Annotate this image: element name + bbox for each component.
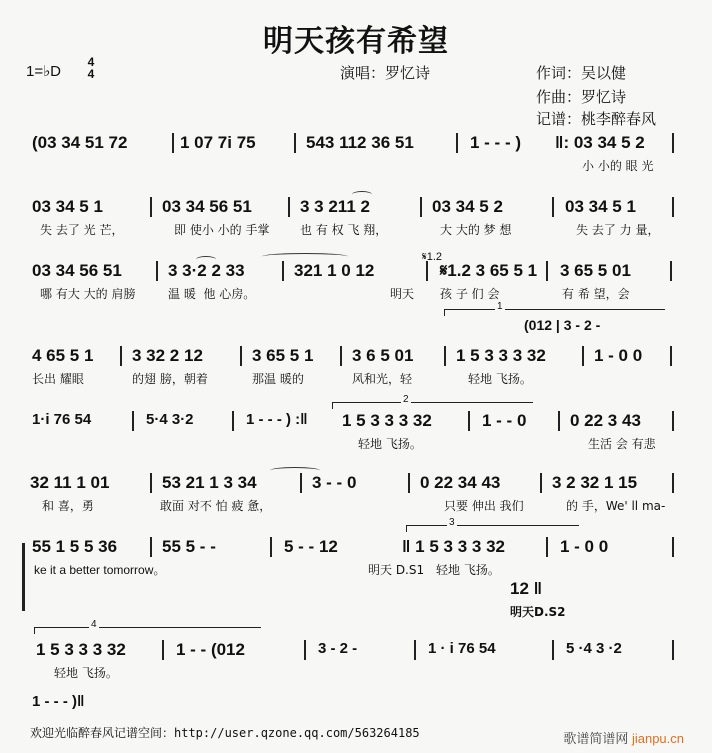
footer-link-text: 欢迎光临醉春风记谱空间：http://user.qzone.qq.com/563264185 xyxy=(30,726,420,740)
measure: 5 - - 12 xyxy=(284,537,338,556)
key-signature: 1=♭D xyxy=(26,63,62,80)
measure: ‖ 1 5 3 3 3 32 xyxy=(402,537,505,556)
barline xyxy=(304,640,306,660)
segno-sign: 𝄋1.2 xyxy=(422,251,443,263)
measure: 5 ·4 3 ·2 xyxy=(566,640,622,657)
measure: 1 - - (012 xyxy=(176,640,245,659)
volta-continuation: (012 | 3 - 2 - xyxy=(524,317,601,333)
lyric: 小 小的 眼 光 xyxy=(582,159,654,173)
barline xyxy=(150,197,152,217)
time-sig-top: 4 xyxy=(87,55,95,69)
transcriber-credit: 记谱：桃李醉春风 xyxy=(536,110,657,128)
time-sig-bottom: 4 xyxy=(87,67,95,81)
alt-ending-lyric: 明天D.S2 xyxy=(510,605,566,619)
barline xyxy=(340,346,342,366)
time-signature xyxy=(86,56,96,80)
lyric: 只要 伸出 我们 xyxy=(444,499,524,513)
lyric: 风和光，轻 xyxy=(352,372,413,386)
lyric: 那温 暖的 xyxy=(252,372,304,386)
alt-ending-notes: 12 ‖ xyxy=(510,579,543,598)
measure: 03 34 5 2 xyxy=(432,197,503,216)
lyric: 长出 耀眼 xyxy=(32,372,84,386)
barline xyxy=(300,473,302,493)
tie xyxy=(262,253,348,260)
barline xyxy=(150,537,152,557)
barline xyxy=(546,261,548,281)
measure: 5·4 3·2 xyxy=(146,411,194,428)
volta-label: 4 xyxy=(91,619,97,630)
barline xyxy=(426,261,428,281)
barline xyxy=(120,346,122,366)
measure: 3 3 211 2 xyxy=(300,197,370,216)
composer-credit: 作曲：罗忆诗 xyxy=(536,88,627,106)
measure: 𝄋1.2 3 65 5 1 xyxy=(440,261,538,280)
measure: (03 34 51 72 xyxy=(32,133,128,152)
lyric: 轻地 飞扬。 xyxy=(54,666,118,680)
measure: 03 34 5 1 xyxy=(32,197,103,216)
barline xyxy=(546,537,548,557)
barline xyxy=(468,411,470,431)
barline xyxy=(420,197,422,217)
measure: 0 22 3 43 xyxy=(570,411,641,430)
barline xyxy=(552,197,554,217)
slur xyxy=(352,191,372,198)
barline xyxy=(414,640,416,660)
measure: ‖: 03 34 5 2 xyxy=(555,133,645,152)
barline xyxy=(456,133,458,153)
measure: 3 6 5 01 xyxy=(352,346,414,365)
lyric: 失 去了 光 芒， xyxy=(40,223,124,237)
measure: 03 34 56 51 xyxy=(32,261,122,280)
lyric: 哪 有大 大的 肩膀 xyxy=(40,287,136,301)
lyric: 的翅 膀，朝着 xyxy=(132,372,208,386)
lyric: 明天 D.S1 xyxy=(368,563,425,577)
barline xyxy=(156,261,158,281)
measure: 1 - - - ) xyxy=(470,133,521,152)
lyric: 敢面 对不 怕 疲 惫， xyxy=(160,499,272,513)
volta-label: 3 xyxy=(449,517,455,528)
barline xyxy=(672,133,674,153)
volta-label: 2 xyxy=(403,394,409,405)
measure: 53 21 1 3 34 xyxy=(162,473,257,492)
measure: 0 22 34 43 xyxy=(420,473,501,492)
barline xyxy=(162,640,164,660)
lyric: 也 有 权 飞 翔， xyxy=(300,223,388,237)
measure: 03 34 56 51 xyxy=(162,197,252,216)
barline xyxy=(270,537,272,557)
barline xyxy=(172,133,174,153)
lyric: 失 去了 力 量， xyxy=(576,223,660,237)
barline xyxy=(672,537,674,557)
lyric: 轻地 飞扬。 xyxy=(358,437,422,451)
barline xyxy=(672,473,674,493)
measure: 1 - - 0 xyxy=(482,411,527,430)
singer-credit: 演唱：罗忆诗 xyxy=(340,64,431,82)
barline xyxy=(672,640,674,660)
lyric: 生活 会 有悲 xyxy=(588,437,656,451)
lyric: 明天 xyxy=(390,287,415,301)
measure: 4 65 5 1 xyxy=(32,346,94,365)
lyric: 即 使小 小的 手掌 xyxy=(174,223,270,237)
lyric: 的 手，We' ll ma- xyxy=(566,499,666,513)
lyric: 和 喜，勇 xyxy=(42,499,94,513)
lyric: 温 暖 他 心房。 xyxy=(168,287,256,301)
barline xyxy=(408,473,410,493)
barline xyxy=(540,473,542,493)
lyric: 有 希 望，会 xyxy=(562,287,630,301)
lyric: 轻地 飞扬。 xyxy=(468,372,532,386)
measure: 1·i 76 54 xyxy=(32,411,92,428)
watermark xyxy=(563,728,684,747)
volta-bracket xyxy=(444,301,665,316)
measure: 1 - 0 0 xyxy=(560,537,609,556)
measure: 3 65 5 1 xyxy=(252,346,314,365)
measure: 3 65 5 01 xyxy=(560,261,631,280)
barline xyxy=(582,346,584,366)
barline xyxy=(444,346,446,366)
brace xyxy=(22,543,28,611)
barline xyxy=(670,261,672,281)
barline xyxy=(240,346,242,366)
measure: 3 32 2 12 xyxy=(132,346,203,365)
lyric: 轻地 飞扬。 xyxy=(436,563,500,577)
slur xyxy=(196,256,216,263)
barline xyxy=(558,411,560,431)
barline xyxy=(670,346,672,366)
measure: 1 - 0 0 xyxy=(594,346,643,365)
measure: 1 5 3 3 3 32 xyxy=(456,346,546,365)
barline xyxy=(552,640,554,660)
measure: 1 - - - ) :‖ xyxy=(246,411,308,428)
volta-label: 1 xyxy=(497,301,503,312)
measure: 1 · i 76 54 xyxy=(428,640,496,657)
measure: 55 1 5 5 36 xyxy=(32,537,118,556)
barline xyxy=(288,197,290,217)
barline xyxy=(232,411,234,431)
barline xyxy=(672,411,674,431)
song-title: 明天孩有希望 xyxy=(263,24,449,59)
lyricist-credit: 作词：吴以健 xyxy=(536,64,627,82)
watermark-en: jianpu.cn xyxy=(631,731,684,746)
measure: 03 34 5 1 xyxy=(565,197,636,216)
barline xyxy=(282,261,284,281)
lyric: 大 大的 梦 想 xyxy=(440,223,512,237)
barline xyxy=(150,473,152,493)
volta-bracket xyxy=(406,517,579,532)
measure: 3 3·2 2 33 xyxy=(168,261,245,280)
volta-bracket xyxy=(332,394,533,409)
lyric: ke it a better tomorrow。 xyxy=(34,563,166,577)
measure: 1 - - - )‖ xyxy=(32,693,85,710)
watermark-cn: 歌谱简谱网 xyxy=(563,731,629,746)
measure: 1 5 3 3 3 32 xyxy=(36,640,126,659)
lyric: 孩 子 们 会 xyxy=(440,287,500,301)
measure: 3 - - 0 xyxy=(312,473,357,492)
measure: 3 2 32 1 15 xyxy=(552,473,638,492)
barline xyxy=(294,133,296,153)
measure: 1 5 3 3 3 32 xyxy=(342,411,432,430)
measure: 55 5 - - xyxy=(162,537,216,556)
measure: 321 1 0 12 xyxy=(294,261,375,280)
volta-bracket xyxy=(34,619,261,634)
measure: 32 11 1 01 xyxy=(30,473,110,492)
measure: 3 - 2 - xyxy=(318,640,358,657)
measure: 543 112 36 51 xyxy=(306,133,414,152)
measure: 1 07 7i 75 xyxy=(180,133,256,152)
barline xyxy=(132,411,134,431)
barline xyxy=(672,197,674,217)
